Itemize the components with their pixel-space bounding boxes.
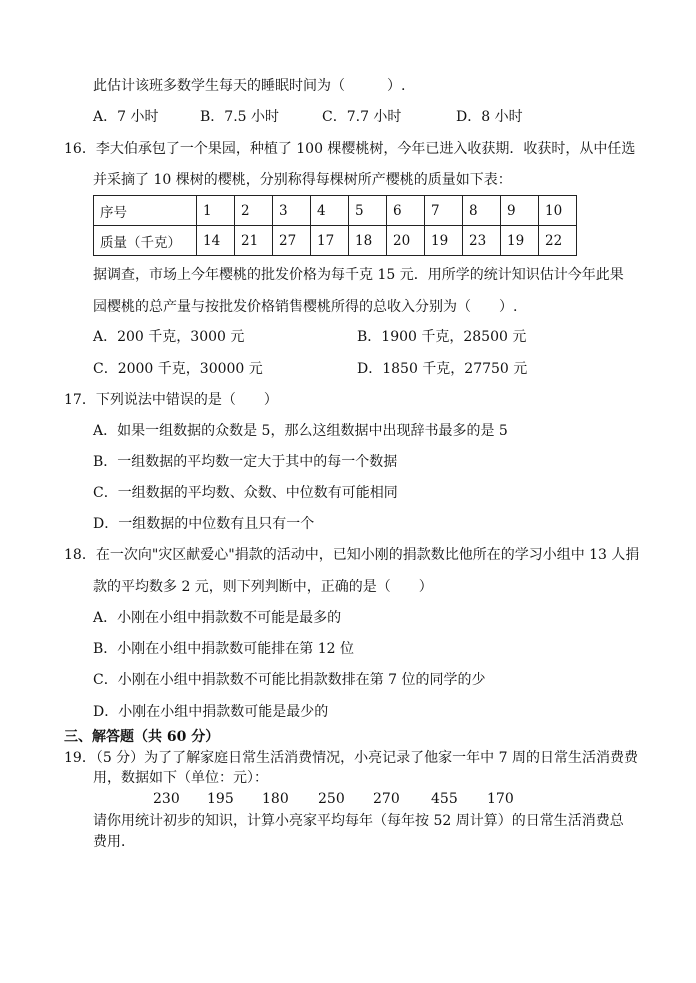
table-cell: 6: [387, 196, 425, 226]
table-cell: 22: [539, 226, 577, 256]
table-cell: 17: [311, 226, 349, 256]
q19-stem-line2: 用，数据如下（单位：元）：: [93, 770, 268, 786]
q17-option-a: A．如果一组数据的众数是 5，那么这组数据中出现辞书最多的是 5: [93, 423, 508, 439]
q19-value: 270: [373, 791, 400, 807]
q16-option-c: C．2000 千克，30000 元: [93, 361, 263, 377]
q17-option-c: C．一组数据的平均数、众数、中位数有可能相同: [93, 485, 398, 501]
q16-option-a: A．200 千克，3000 元: [93, 329, 245, 345]
q19-value: 180: [262, 791, 289, 807]
table-cell: 23: [463, 226, 501, 256]
table-row: [94, 196, 577, 226]
q16-option-d: D．1850 千克，27750 元: [357, 361, 528, 377]
table-cell: 21: [235, 226, 273, 256]
table-cell: 4: [311, 196, 349, 226]
section-heading: 三、解答题（共 60 分）: [64, 729, 220, 745]
q19-stem-line3: 请你用统计初步的知识，计算小亮家平均每年（每年按 52 周计算）的日常生活消费总: [93, 813, 624, 829]
table-cell: 2: [235, 196, 273, 226]
q18-option-c: C．小刚在小组中捐款数不可能比捐款数排在第 7 位的同学的少: [93, 672, 486, 688]
q19-value: 250: [318, 791, 345, 807]
table-cell: 18: [349, 226, 387, 256]
q15-option-a: A．7 小时: [93, 109, 159, 125]
table-cell: 19: [501, 226, 539, 256]
q17-option-b: B．一组数据的平均数一定大于其中的每一个数据: [93, 454, 398, 470]
table-row-label: 序号: [94, 196, 197, 226]
table-cell: 1: [197, 196, 235, 226]
table-cell: 20: [387, 226, 425, 256]
q19-value: 230: [153, 791, 180, 807]
table-cell: 5: [349, 196, 387, 226]
table-cell: 8: [463, 196, 501, 226]
table-cell: 3: [273, 196, 311, 226]
q18-option-a: A．小刚在小组中捐款数不可能是最多的: [93, 610, 342, 626]
table-cell: 7: [425, 196, 463, 226]
table-row: [94, 226, 577, 256]
q16-stem-line1: 16．李大伯承包了一个果园，种植了 100 棵樱桃树，今年已进入收获期．收获时，从中任选: [64, 141, 636, 157]
q16-stem-line3: 据调查，市场上今年樱桃的批发价格为每千克 15 元．用所学的统计知识估计今年此果: [93, 267, 624, 283]
q18-stem-line2: 款的平均数多 2 元，则下列判断中，正确的是（ ）: [93, 579, 433, 595]
q15-option-c: C．7.7 小时: [322, 109, 402, 125]
table-row-label: 质量（千克）: [94, 226, 197, 256]
q19-stem-line1: 19．（5 分）为了了解家庭日常生活消费情况，小亮记录了他家一年中 7 周的日常生活消费费: [64, 750, 638, 766]
q18-option-b: B．小刚在小组中捐款数可能排在第 12 位: [93, 641, 355, 657]
q16-stem-line2: 并采摘了 10 棵树的樱桃，分别称得每棵树所产樱桃的质量如下表：: [93, 172, 512, 188]
q18-stem-line1: 18．在一次向"灾区献爱心"捐款的活动中，已知小刚的捐款数比他所在的学习小组中 13 人捐: [64, 547, 640, 563]
q16-data-table: [93, 195, 577, 256]
q15-option-b: B．7.5 小时: [200, 109, 280, 125]
q15-option-d: D．8 小时: [456, 109, 523, 125]
q15-stem-tail: 此估计该班多数学生每天的睡眠时间为（ ）.: [93, 78, 406, 94]
table-cell: 10: [539, 196, 577, 226]
table-cell: 27: [273, 226, 311, 256]
q16-option-b: B．1900 千克，28500 元: [357, 329, 527, 345]
q18-option-d: D．小刚在小组中捐款数可能是最少的: [93, 704, 329, 720]
q19-value: 455: [431, 791, 458, 807]
q17-option-d: D．一组数据的中位数有且只有一个: [93, 516, 315, 532]
q16-stem-line4: 园樱桃的总产量与按批发价格销售樱桃所得的总收入分别为（ ）.: [93, 299, 518, 315]
table-cell: 19: [425, 226, 463, 256]
q19-value: 170: [487, 791, 514, 807]
q19-value: 195: [207, 791, 234, 807]
table-cell: 9: [501, 196, 539, 226]
q17-stem: 17．下列说法中错误的是（ ）: [64, 392, 278, 408]
q19-stem-line4: 费用．: [93, 834, 135, 850]
table-cell: 14: [197, 226, 235, 256]
